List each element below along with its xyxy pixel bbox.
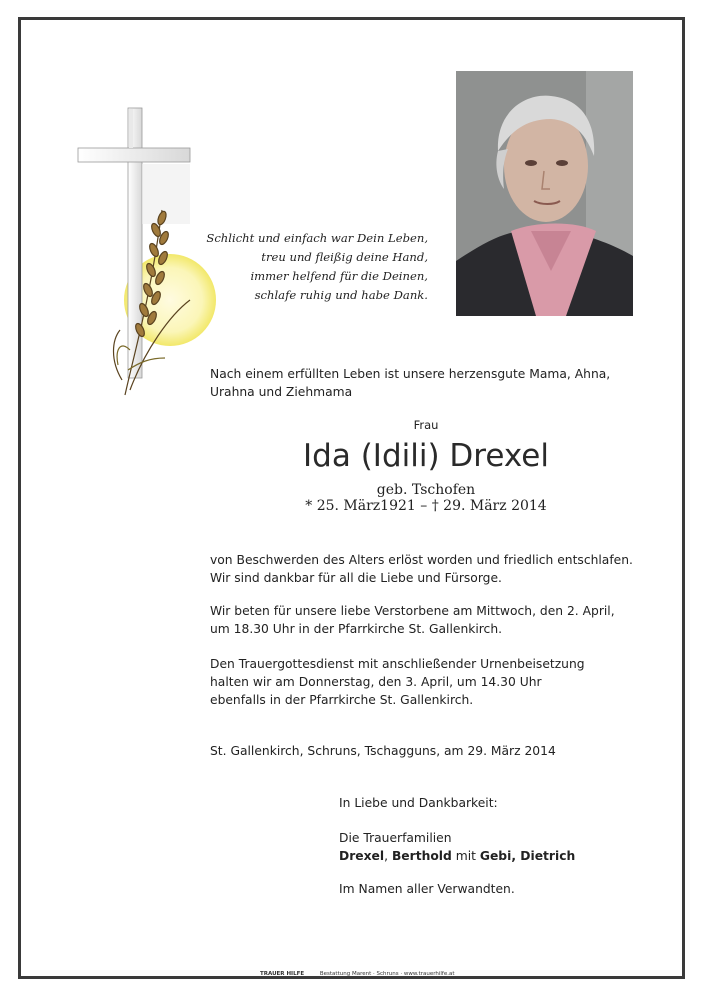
separator: , xyxy=(384,849,392,863)
paragraph-line: halten wir am Donnerstag, den 3. April, um 14.30 Uhr xyxy=(210,675,542,689)
closing-line: In Liebe und Dankbarkeit: xyxy=(339,796,498,810)
paragraph-line: ebenfalls in der Pfarrkirche St. Gallenkirch. xyxy=(210,693,474,707)
intro-line: Nach einem erfüllten Leben ist unsere herzensgute Mama, Ahna, xyxy=(210,367,611,381)
paragraph-peace xyxy=(210,551,633,587)
footer-brand: TRAUER HILFE xyxy=(260,971,305,977)
footer xyxy=(260,971,455,977)
paragraph-line: um 18.30 Uhr in der Pfarrkirche St. Gallenkirch. xyxy=(210,622,503,636)
connector-word: mit xyxy=(451,849,480,863)
families-names xyxy=(339,847,575,865)
portrait-photo xyxy=(456,71,633,316)
family-name: Drexel xyxy=(339,849,385,863)
intro-line: Urahna und Ziehmama xyxy=(210,385,353,399)
families-label: Die Trauerfamilien xyxy=(339,831,452,845)
families-block xyxy=(339,829,575,865)
life-dates: * 25. März1921 – † 29. März 2014 xyxy=(305,498,547,514)
salutation: Frau xyxy=(413,418,439,432)
intro-text xyxy=(210,365,610,401)
family-name: Berthold xyxy=(391,849,452,863)
place-date: St. Gallenkirch, Schruns, Tschagguns, am 29. März 2014 xyxy=(210,744,556,758)
poem-line: treu und fleißig deine Hand, xyxy=(261,250,428,264)
paragraph-prayer xyxy=(210,602,615,638)
paragraph-line: Wir sind dankbar für all die Liebe und Fürsorge. xyxy=(210,571,502,585)
poem-line: immer helfend für die Deinen, xyxy=(250,269,428,283)
relatives-line: Im Namen aller Verwandten. xyxy=(339,882,515,896)
paragraph-line: Den Trauergottesdienst mit anschließender Urnenbeisetzung xyxy=(210,657,585,671)
paragraph-line: Wir beten für unsere liebe Verstorbene am Mittwoch, den 2. April, xyxy=(210,604,615,618)
poem-line: Schlicht und einfach war Dein Leben, xyxy=(206,231,428,245)
poem-line: schlafe ruhig und habe Dank. xyxy=(254,288,428,302)
portrait-image xyxy=(456,71,633,316)
poem xyxy=(128,229,428,305)
deceased-name: Ida (Idili) Drexel xyxy=(303,438,549,474)
paragraph-line: von Beschwerden des Alters erlöst worden und friedlich entschlafen. xyxy=(210,553,633,567)
maiden-name: geb. Tschofen xyxy=(376,482,476,498)
footer-info: Bestattung Marent · Schruns · www.trauerhilfe.at xyxy=(319,971,455,977)
paragraph-service xyxy=(210,655,585,709)
family-name: Gebi, Dietrich xyxy=(479,849,576,863)
